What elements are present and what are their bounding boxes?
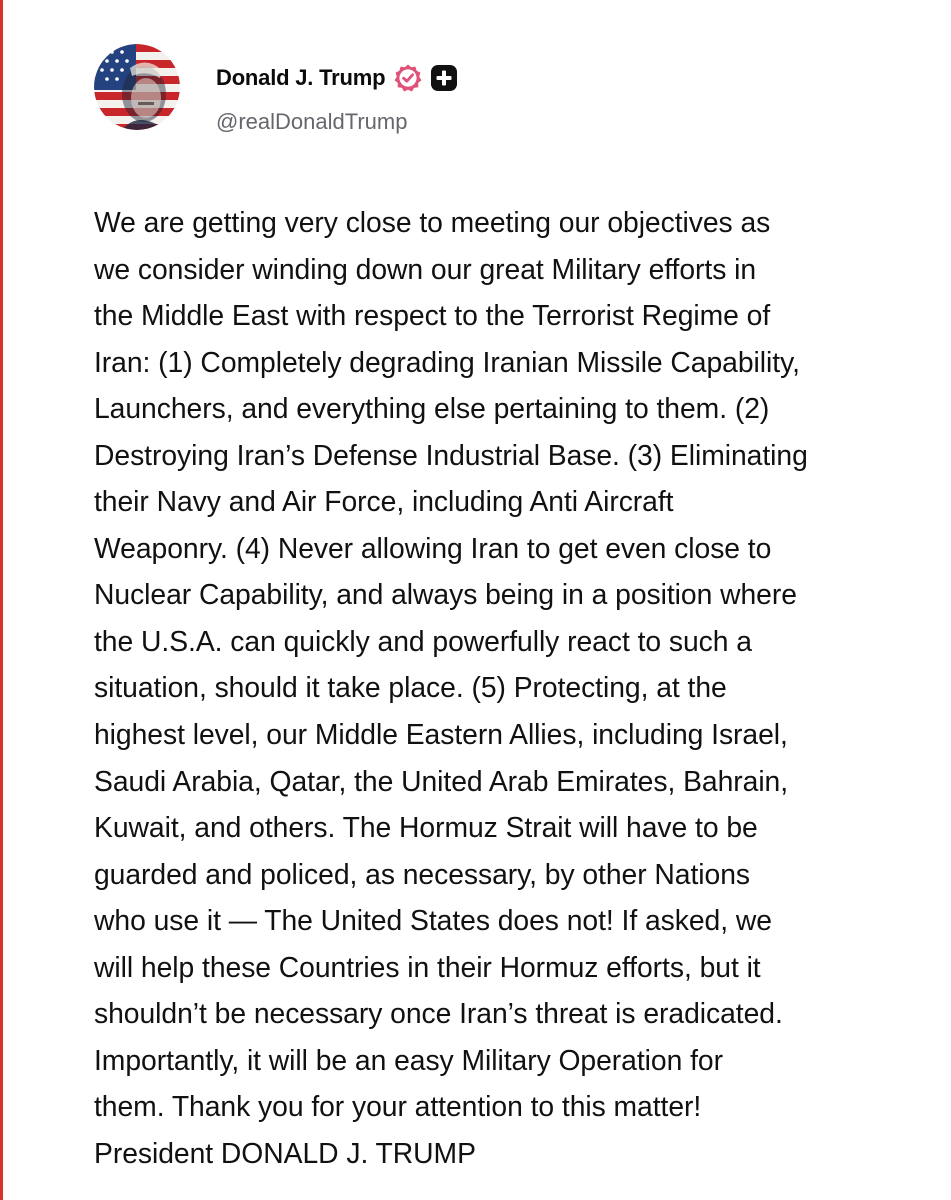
post-text-line: We are getting very close to meeting our objectives as xyxy=(94,206,771,238)
author-handle[interactable]: @realDonaldTrump xyxy=(216,109,408,134)
author-name-row xyxy=(216,64,457,92)
author-display-name[interactable]: Donald J. Trump xyxy=(216,65,386,90)
post-text-line: highest level, our Middle Eastern Allies, including Israel, xyxy=(94,718,788,751)
post-text-line: Kuwait, and others. The Hormuz Strait will have to be xyxy=(94,811,758,844)
post-text-line: Iran: (1) Completely degrading Iranian Missile Capability, xyxy=(94,345,800,378)
post-text-line: situation, should it take place. (5) Protecting, at the xyxy=(94,671,727,704)
post-text-line: President DONALD J. TRUMP xyxy=(94,1136,476,1169)
post-text-line: Nuclear Capability, and always being in a position where xyxy=(94,578,797,611)
post-text-line: the Middle East with respect to the Terrorist Regime of xyxy=(94,299,771,332)
post-text-line: guarded and policed, as necessary, by other Nations xyxy=(94,857,751,890)
post-text-line: Destroying Iran’s Defense Industrial Base. (3) Eliminating xyxy=(94,438,808,471)
post-text-line: their Navy and Air Force, including Anti Aircraft xyxy=(94,485,674,518)
post-text-line: will help these Countries in their Hormuz efforts, but it xyxy=(94,950,761,983)
post-text-line: we consider winding down our great Military efforts in xyxy=(94,252,757,285)
post-text-line: the U.S.A. can quickly and powerfully react to such a xyxy=(94,624,752,657)
post-body-text xyxy=(94,199,914,1176)
left-accent-rule xyxy=(0,0,3,1200)
post-header xyxy=(94,44,914,154)
post-text-line: Launchers, and everything else pertaining to them. (2) xyxy=(94,392,770,425)
post-text-line: Weaponry. (4) Never allowing Iran to get even close to xyxy=(94,531,772,564)
post-text-line: them. Thank you for your attention to this matter! xyxy=(94,1090,702,1123)
post-text-line: Importantly, it will be an easy Military Operation for xyxy=(94,1043,723,1076)
avatar-flag-portrait-icon[interactable] xyxy=(94,44,180,130)
post-text-line: who use it — The United States does not! If asked, we xyxy=(94,904,772,937)
plus-badge-icon xyxy=(431,65,457,91)
post-text-line: Saudi Arabia, Qatar, the United Arab Emirates, Bahrain, xyxy=(94,764,789,797)
verified-badge-icon xyxy=(393,63,423,93)
post-text-line: shouldn’t be necessary once Iran’s threat is eradicated. xyxy=(94,997,783,1030)
post-card xyxy=(94,44,914,1169)
